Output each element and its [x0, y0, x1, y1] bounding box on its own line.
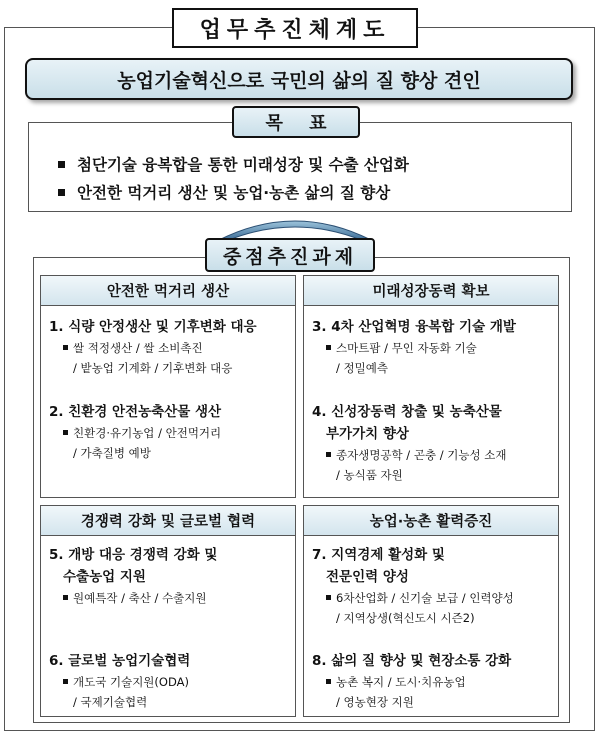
task-item [312, 650, 552, 712]
goals-label: 목 표 [232, 106, 360, 138]
tasks-label: 중점추진과제 [205, 238, 375, 272]
task-item [312, 316, 552, 378]
page-title: 업무추진체계도 [172, 8, 418, 48]
task-title-cont: 전문인력 양성 [326, 569, 409, 585]
bullet-square-icon [326, 345, 331, 350]
task-title: 6. 글로벌 농업기술협력 [49, 653, 191, 669]
goal-item: 안전한 먹거리 생산 및 농업·농촌 삶의 질 향상 [58, 178, 409, 206]
task-item [49, 650, 289, 712]
task-sub: / 가축질병 예방 [73, 446, 151, 460]
bullet-square-icon [63, 595, 68, 600]
task-sub: / 정밀예측 [336, 361, 388, 375]
task-sub: 친환경·유기농업 / 안전먹거리 [49, 423, 289, 443]
bullet-square-icon [326, 595, 331, 600]
task-title: 7. 지역경제 활성화 및 [312, 547, 445, 563]
task-title: 8. 삶의 질 향상 및 현장소통 강화 [312, 653, 512, 669]
task-sub: 쌀 적정생산 / 쌀 소비촉진 [49, 338, 289, 358]
goals-list [58, 150, 409, 206]
task-title-cont: 부가가치 향상 [326, 426, 409, 442]
bullet-square-icon [63, 430, 68, 435]
vision-banner: 농업기술혁신으로 국민의 삶의 질 향상 견인 [25, 58, 573, 100]
goal-item: 첨단기술 융복합을 통한 미래성장 및 수출 산업화 [58, 150, 409, 178]
quadrant-heading: 경쟁력 강화 및 글로벌 협력 [41, 506, 295, 536]
task-title: 3. 4차 산업혁명 융복합 기술 개발 [312, 319, 516, 335]
task-title: 4. 신성장동력 창출 및 농축산물 [312, 404, 502, 420]
task-item [49, 316, 289, 378]
quadrant-future-growth [303, 275, 559, 498]
bullet-square-icon [58, 189, 65, 196]
task-title: 2. 친환경 안전농축산물 생산 [49, 404, 222, 420]
task-item [49, 544, 289, 608]
task-title: 1. 식량 안정생산 및 기후변화 대응 [49, 319, 257, 335]
task-sub: 원예특작 / 축산 / 수출지원 [49, 588, 289, 608]
quadrant-competitiveness [40, 505, 296, 717]
task-item [49, 401, 289, 463]
task-sub: / 농식품 자원 [336, 468, 403, 482]
task-title: 5. 개방 대응 경쟁력 강화 및 [49, 547, 218, 563]
task-sub: 6차산업화 / 신기술 보급 / 인력양성 [312, 588, 552, 608]
task-title-cont: 수출농업 지원 [63, 569, 146, 585]
task-sub: 개도국 기술지원(ODA) [49, 672, 289, 692]
task-sub: 농촌 복지 / 도시·치유농업 [312, 672, 552, 692]
arch-arrow-icon [215, 200, 375, 242]
task-sub: / 영농현장 지원 [336, 695, 414, 709]
bullet-square-icon [63, 679, 68, 684]
bullet-square-icon [326, 679, 331, 684]
task-sub: / 국제기술협력 [73, 695, 148, 709]
bullet-square-icon [326, 452, 331, 457]
task-item [312, 544, 552, 628]
quadrant-heading: 농업·농촌 활력증진 [304, 506, 558, 536]
quadrant-heading: 미래성장동력 확보 [304, 276, 558, 306]
quadrant-safe-food [40, 275, 296, 498]
task-sub: 종자생명공학 / 곤충 / 기능성 소재 [312, 445, 552, 465]
quadrant-rural-vitality [303, 505, 559, 717]
quadrant-heading: 안전한 먹거리 생산 [41, 276, 295, 306]
task-sub: / 지역상생(혁신도시 시즌2) [336, 611, 475, 625]
task-item [312, 401, 552, 485]
bullet-square-icon [58, 161, 65, 168]
task-sub: 스마트팜 / 무인 자동화 기술 [312, 338, 552, 358]
bullet-square-icon [63, 345, 68, 350]
task-sub: / 밭농업 기계화 / 기후변화 대응 [73, 361, 233, 375]
